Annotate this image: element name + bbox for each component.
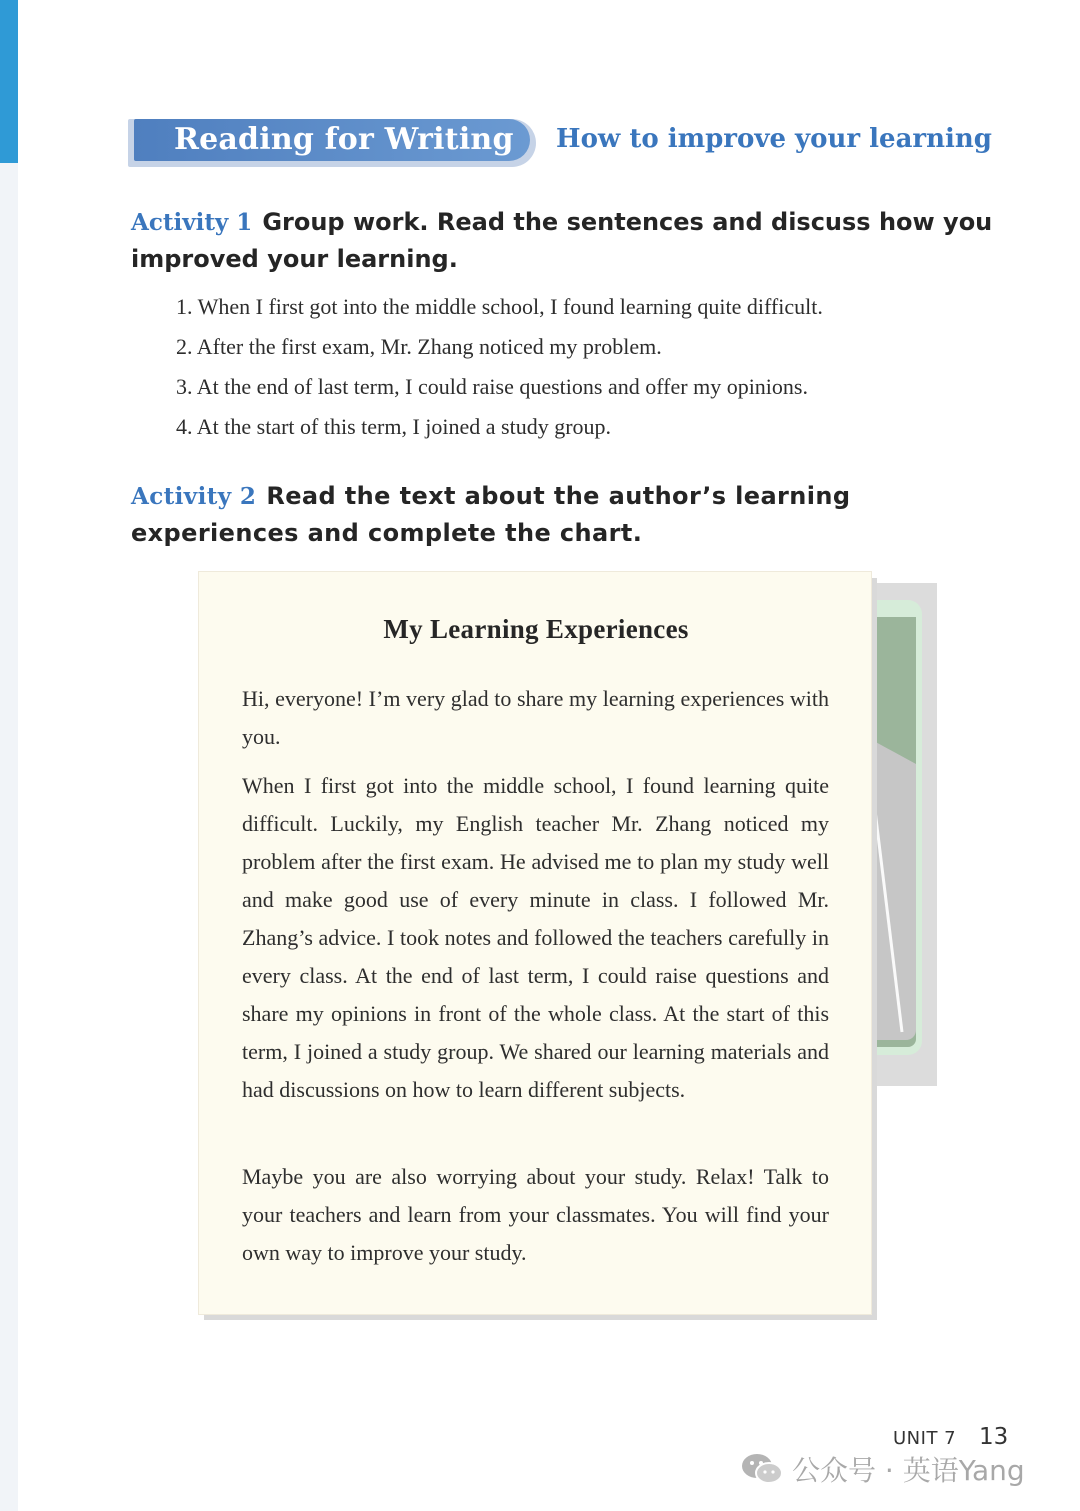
reading-title: My Learning Experiences: [383, 614, 689, 644]
left-edge-accent: [0, 0, 18, 163]
unit-label: UNIT 7: [893, 1428, 957, 1449]
pencil-line-decoration: [872, 800, 912, 1040]
activity-1-tag: Activity 1: [131, 209, 253, 236]
list-item: 4. At the start of this term, I joined a study group.: [176, 414, 612, 439]
wechat-icon: [740, 1451, 784, 1487]
watermark: [740, 1449, 1025, 1489]
left-edge-strip: [0, 0, 18, 1511]
section-banner: [128, 119, 536, 167]
list-item: 3. At the end of last term, I could raise questions and offer my opinions.: [176, 374, 808, 399]
reading-paragraph-1: Hi, everyone! I’m very glad to share my learning experiences with you.: [242, 686, 829, 749]
activity-1-sentence-list: [176, 287, 823, 447]
section-label: Reading for Writing: [174, 122, 514, 157]
activity-2-heading: [131, 478, 1011, 551]
activity-1-heading: [131, 204, 1011, 277]
list-item: 2. After the first exam, Mr. Zhang noticed my problem.: [176, 334, 662, 359]
watermark-text: 公众号 · 英语Yang: [792, 1454, 1025, 1487]
activity-2-instruction: Read the text about the author’s learning experiences and complete the chart.: [131, 482, 851, 547]
page-number: 13: [979, 1424, 1009, 1450]
reading-paragraph-2: When I first got into the middle school, I found learning quite difficult. Luckily, my English teacher Mr. Zhang noticed my problem after the first exam. He advised me to plan my study well and make good use of every minute in class. I followed Mr. Zhang’s advice. I took notes and followed the teachers carefully in every class. At the end of last term, I could raise questions and share my opinions in front of the whole class. At the start of this term, I joined a study group. We shared our learning materials and had discussions on how to learn different subjects.: [242, 773, 829, 1102]
activity-2-tag: Activity 2: [131, 483, 257, 510]
activity-1-instruction: Group work. Read the sentences and discuss how you improved your learning.: [131, 208, 993, 273]
list-item: 1. When I first got into the middle school, I found learning quite difficult.: [176, 294, 823, 319]
section-topic: How to improve your learning: [556, 124, 992, 154]
reading-paragraph-3: Maybe you are also worrying about your study. Relax! Talk to your teachers and learn from your classmates. You will find your own way to improve your study.: [242, 1164, 829, 1265]
